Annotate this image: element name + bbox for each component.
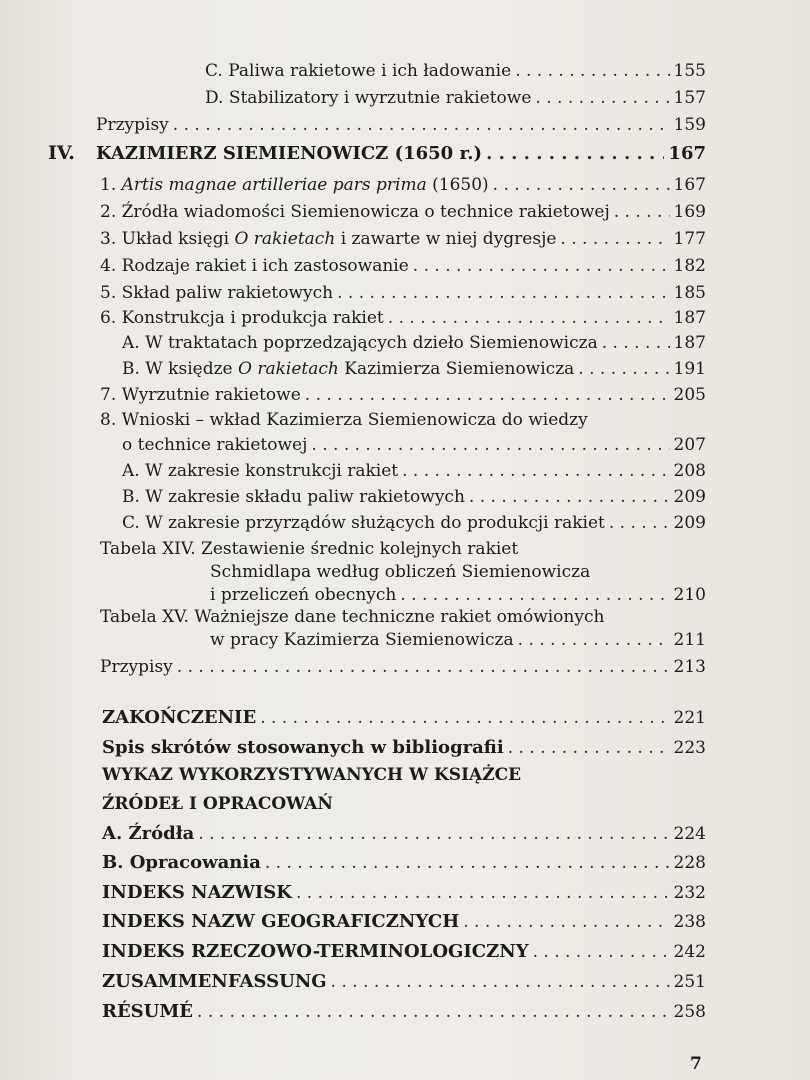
toc-table14-line1: Tabela XIV. Zestawienie średnic kolejnych rakiet	[100, 539, 519, 559]
toc-entry-przypisy-iii: Przypisy . . . 159	[96, 114, 706, 136]
toc-entry-traktaty: A. W traktatach poprzedzających dzieło Siemienowicza . . . 187	[122, 332, 706, 354]
toc-opracowania: B. Opracowania . . . 228	[102, 852, 706, 874]
toc-chapter-siemienowicz: KAZIMIERZ SIEMIENOWICZ (1650 r.) . . . 167	[96, 143, 706, 165]
toc-entry-w-ksiedze: B. W księdze O rakietach Kazimierza Siemienowicza . . . 191	[122, 358, 706, 380]
chapter-number: IV.	[48, 142, 75, 164]
toc-indeks-rzeczowy: INDEKS RZECZOWO-TERMINOLOGICZNY . . . 242	[102, 941, 706, 963]
toc-entry-paliwa: C. Paliwa rakietowe i ich ładowanie . . . 155	[205, 60, 706, 82]
toc-entry-konstrukcja: 6. Konstrukcja i produkcja rakiet . . . 187	[100, 307, 706, 329]
toc-entry-wnioski: o technice rakietowej . . . 207	[122, 434, 706, 456]
toc-indeks-geograficzny: INDEKS NAZW GEOGRAFICZNYCH . . . 238	[102, 911, 706, 933]
toc-entry-rodzaje: 4. Rodzaje rakiet i ich zastosowanie . . . 182	[100, 255, 706, 277]
page-number: 7	[690, 1054, 702, 1074]
toc-resume: RÉSUMÉ . . . 258	[102, 1001, 706, 1023]
toc-entry-zrodla-wiadomosci: 2. Źródła wiadomości Siemienowicza o technice rakietowej . . . 169	[100, 201, 706, 223]
toc-spis-skrotow: Spis skrótów stosowanych w bibliografii . . . 223	[102, 737, 706, 759]
toc-table15-line1: Tabela XV. Ważniejsze dane techniczne rakiet omówionych	[100, 607, 605, 627]
toc-entry-konstrukcji-rakiet: A. W zakresie konstrukcji rakiet . . . 208	[122, 460, 706, 482]
toc-zusammenfassung: ZUSAMMENFASSUNG . . . 251	[102, 971, 706, 993]
toc-entry-uklad-ksiegi: 3. Układ księgi O rakietach i zawarte w niej dygresje . . . 177	[100, 228, 706, 250]
toc-entry-przyrzadow: C. W zakresie przyrządów służących do produkcji rakiet . . . 209	[122, 512, 706, 534]
toc-table15: w pracy Kazimierza Siemienowicza . . . 211	[210, 629, 706, 651]
toc-table14: i przeliczeń obecnych . . . 210	[210, 584, 706, 606]
toc-entry-wnioski-line1: 8. Wnioski – wkład Kazimierza Siemienowicza do wiedzy	[100, 410, 588, 430]
toc-entry-skladu-paliw: B. W zakresie składu paliw rakietowych . . . 209	[122, 486, 706, 508]
toc-entry-przypisy-iv: Przypisy . . . 213	[100, 656, 706, 678]
toc-entry-stabilizatory: D. Stabilizatory i wyrzutnie rakietowe . . . 157	[205, 87, 706, 109]
toc-zrodla: A. Źródła . . . 224	[102, 823, 706, 845]
toc-entry-artis: 1. Artis magnae artilleriae pars prima (1650) . . . 167	[100, 174, 706, 196]
toc-indeks-nazwisk: INDEKS NAZWISK . . . 232	[102, 882, 706, 904]
toc-entry-sklad-paliw: 5. Skład paliw rakietowych . . . 185	[100, 282, 706, 304]
toc-zakonczenie: ZAKOŃCZENIE . . . 221	[102, 707, 706, 729]
toc-table14-line2: Schmidlapa według obliczeń Siemienowicza	[210, 562, 591, 582]
toc-wykaz-line2: ŹRÓDEŁ I OPRACOWAŃ	[102, 794, 333, 814]
toc-wykaz-line1: WYKAZ WYKORZYSTYWANYCH W KSIĄŻCE	[102, 765, 522, 785]
toc-entry-wyrzutnie: 7. Wyrzutnie rakietowe . . . 205	[100, 384, 706, 406]
